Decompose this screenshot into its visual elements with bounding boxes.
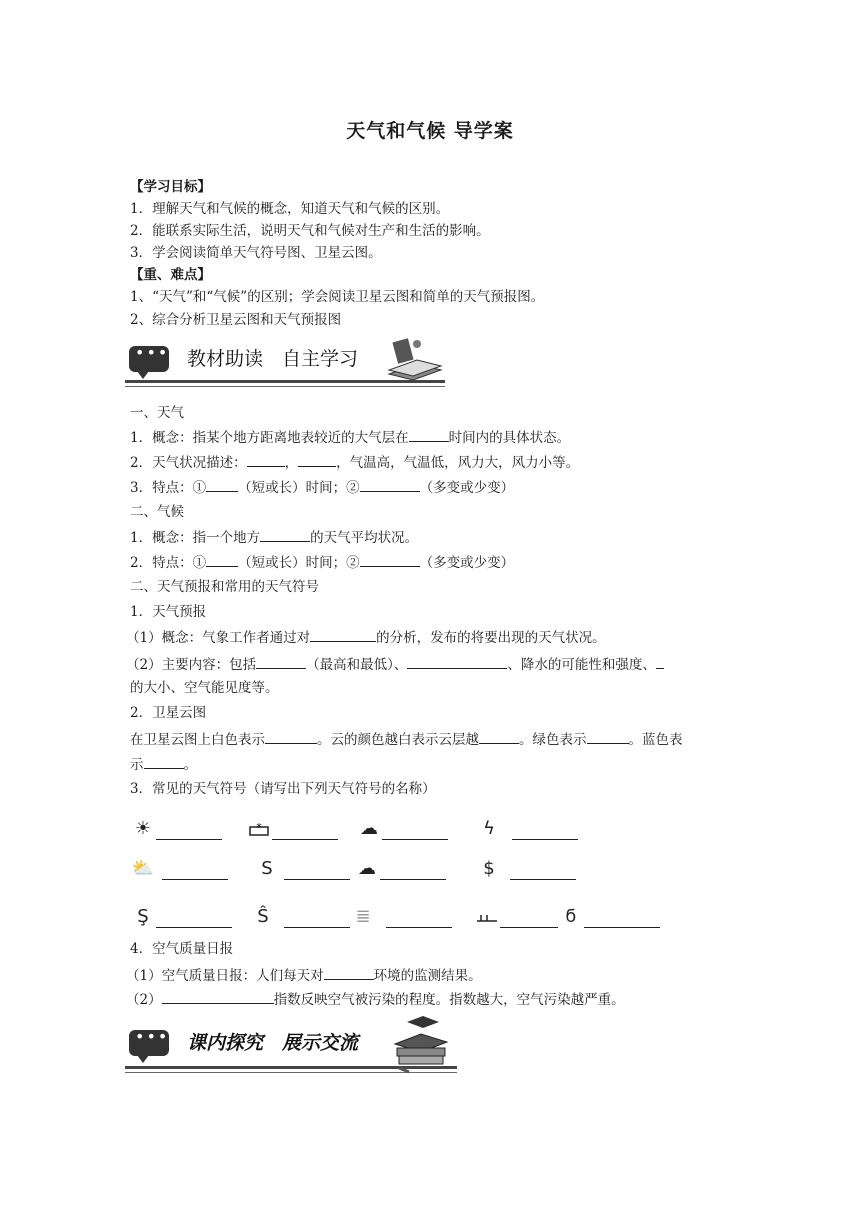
rain-cloud-icon: ☁ [358, 857, 376, 879]
satellite-line-2: 示 。 [130, 757, 197, 773]
goals-heading: 【学习目标】 [130, 179, 211, 195]
forecast-sub-4: 4．空气质量日报 [130, 941, 234, 957]
blank-field[interactable] [382, 821, 448, 840]
blank-field[interactable] [156, 909, 232, 928]
blank-field[interactable] [380, 861, 446, 880]
typhoon-icon: ϭ [565, 905, 577, 927]
haze-icon [246, 816, 272, 840]
weather-line-1: 1．概念：指某个地方距离地表较近的大气层在 时间内的具体状态。 [130, 430, 571, 446]
weather-line-2: 2．天气状况描述： ， ，气温高，气温低，风力大，风力小等。 [130, 455, 580, 471]
forecast-sub-2: 2．卫星云图 [130, 705, 207, 721]
blank-field[interactable] [409, 428, 449, 442]
blank-field[interactable] [479, 730, 519, 744]
dust-dollar-icon: $ [483, 857, 495, 879]
blank-field[interactable] [272, 821, 338, 840]
blank-field[interactable] [587, 730, 629, 744]
wind-s-icon: Ş [137, 905, 149, 927]
blank-field[interactable] [260, 528, 310, 542]
blank-field[interactable] [500, 909, 558, 928]
weather-heading: 一、天气 [130, 405, 184, 421]
blank-field[interactable] [162, 990, 274, 1004]
lightning-icon: ϟ [483, 817, 495, 839]
blank-field[interactable] [360, 478, 420, 492]
blank-field[interactable] [256, 655, 306, 669]
blank-field[interactable] [512, 821, 578, 840]
climate-line-2: 2．特点：① （短或长）时间；② （多变或少变） [130, 555, 515, 571]
blank-field[interactable] [584, 909, 660, 928]
svg-text:*: * [256, 821, 262, 834]
books-graduation-cap-icon [387, 1014, 455, 1074]
forecast-sub-1: 1．天气预报 [130, 604, 207, 620]
fog-icon: ≣ [355, 905, 371, 927]
blank-field[interactable] [265, 730, 317, 744]
satellite-line-1: 在卫星云图上白色表示 。云的颜色越白表示云层越 。绿色表示 。蓝色表 [130, 732, 683, 748]
sandstorm-s-icon: S [261, 857, 273, 879]
banner-title: 教材助读 自主学习 [187, 348, 359, 370]
blank-field[interactable] [284, 861, 350, 880]
goal-1: 1．理解天气和气候的概念，知道天气和气候的区别。 [130, 201, 450, 217]
blank-field[interactable] [324, 966, 374, 980]
blank-field[interactable] [284, 909, 350, 928]
symbol-row-3 [130, 902, 730, 928]
air-quality-line-2: （2） 指数反映空气被污染的程度。指数越大，空气污染越严重。 [126, 992, 625, 1008]
blank-field[interactable] [298, 453, 336, 467]
forecast-sub-3: 3．常见的天气符号（请写出下列天气符号的名称） [130, 781, 436, 797]
forecast-p2-cont: 的大小、空气能见度等。 [130, 680, 279, 696]
book-icon [383, 336, 445, 384]
weather-line-3: 3．特点：① （短或长）时间；② （多变或少变） [130, 480, 515, 496]
blank-field[interactable] [247, 453, 285, 467]
sandstorm-slash-icon: Ŝ [257, 905, 269, 927]
blank-field[interactable] [206, 478, 238, 492]
page-title: 天气和气候 导学案 [346, 120, 514, 142]
blank-field[interactable] [407, 655, 507, 669]
blank-field[interactable] [510, 861, 576, 880]
banner-title: 课内探究 展示交流 [187, 1032, 359, 1054]
key-point-1: 1、“天气”和“气候”的区别；学会阅读卫星云图和简单的天气预报图。 [130, 289, 545, 305]
frost-icon [474, 904, 500, 928]
blank-field[interactable] [656, 655, 664, 669]
blank-field[interactable] [162, 861, 228, 880]
cloudy-icon: ☁ [360, 817, 378, 839]
forecast-heading: 二、天气预报和常用的天气符号 [130, 579, 319, 595]
blank-field[interactable] [206, 553, 238, 567]
forecast-p2: （2）主要内容：包括 （最高和最低）、 、降水的可能性和强度、 [126, 655, 664, 674]
air-quality-line-1: （1）空气质量日报：人们每天对 环境的监测结果。 [126, 968, 482, 984]
blank-field[interactable] [156, 821, 222, 840]
key-points-heading: 【重、难点】 [130, 267, 211, 283]
symbol-row-2 [130, 854, 730, 880]
sun-icon: ☀ [134, 817, 152, 839]
goal-3: 3．学会阅读简单天气符号图、卫星云图。 [130, 245, 382, 261]
key-point-2: 2、综合分析卫星云图和天气预报图 [130, 312, 342, 328]
symbol-row-1 [130, 814, 730, 840]
blank-field[interactable] [386, 909, 452, 928]
blank-field[interactable] [360, 553, 420, 567]
forecast-p1: （1）概念：气象工作者通过对 的分析，发布的将要出现的天气状况。 [126, 630, 606, 646]
climate-heading: 二、气候 [130, 504, 184, 520]
goal-2: 2．能联系实际生活，说明天气和气候对生产和生活的影响。 [130, 223, 490, 239]
section-banner-explore: ••• 课内探究 展示交流 [125, 1024, 461, 1076]
blank-field[interactable] [144, 755, 184, 769]
partly-cloudy-icon: ⛅ [131, 857, 155, 879]
blank-field[interactable] [310, 628, 376, 642]
climate-line-1: 1．概念：指一个地方 的天气平均状况。 [130, 530, 419, 546]
section-banner-self-study: ••• 教材助读 自主学习 [125, 340, 455, 390]
